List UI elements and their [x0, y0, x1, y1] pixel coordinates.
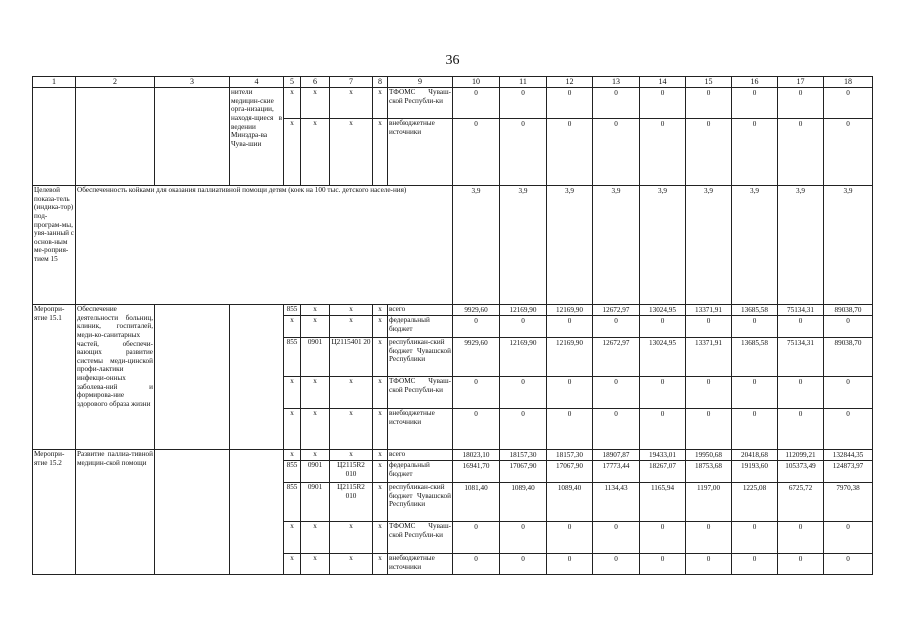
- year-value-cell: 0: [778, 377, 824, 409]
- year-value-cell: 0: [778, 316, 824, 338]
- year-value-cell: 12169,90: [547, 338, 593, 377]
- year-value-cell: 18023,10: [453, 450, 500, 461]
- funding-source-cell: республикан-ский бюджет Чувашской Республики: [388, 483, 453, 522]
- executor-cell: нители медицин-ские орга-низации, находя-щиеся в ведении Минздра-ва Чува-шии: [230, 88, 284, 186]
- year-value-cell: 0: [732, 119, 778, 186]
- year-value-cell: 0: [500, 377, 547, 409]
- kbk-expense-cell: x: [373, 377, 388, 409]
- year-value-cell: 0: [547, 316, 593, 338]
- funding-source-cell: федеральный бюджет: [388, 461, 453, 483]
- kbk-target-cell: Ц2115R2 010: [330, 483, 373, 522]
- year-value-cell: 0: [593, 554, 640, 575]
- year-value-cell: 0: [778, 522, 824, 554]
- year-value-cell: 0: [500, 88, 547, 119]
- year-value-cell: 17067,90: [547, 461, 593, 483]
- year-value-cell: 1134,43: [593, 483, 640, 522]
- kbk-section-cell: x: [301, 377, 330, 409]
- kbk-section-cell: x: [301, 409, 330, 450]
- year-value-cell: 0: [824, 88, 873, 119]
- year-value-cell: 1165,94: [640, 483, 686, 522]
- column-header: 12: [547, 77, 593, 88]
- responsible-cell: [155, 450, 230, 575]
- year-value-cell: 0: [547, 88, 593, 119]
- year-value-cell: 0: [686, 119, 732, 186]
- kbk-grbs-cell: x: [284, 316, 301, 338]
- kbk-grbs-cell: x: [284, 554, 301, 575]
- kbk-expense-cell: x: [373, 461, 388, 483]
- kbk-expense-cell: x: [373, 88, 388, 119]
- year-value-cell: 0: [640, 554, 686, 575]
- year-value-cell: 12169,90: [547, 305, 593, 316]
- year-value-cell: 13685,58: [732, 338, 778, 377]
- year-value-cell: 0: [778, 554, 824, 575]
- event-label-cell: Меропри-ятие 15.1: [33, 305, 76, 450]
- year-value-cell: 9929,60: [453, 338, 500, 377]
- event-label-cell: [33, 88, 76, 186]
- year-value-cell: 0: [500, 119, 547, 186]
- kbk-target-cell: Ц2115R2 010: [330, 461, 373, 483]
- year-value-cell: 19433,01: [640, 450, 686, 461]
- year-value-cell: 0: [824, 409, 873, 450]
- kbk-target-cell: x: [330, 377, 373, 409]
- year-value-cell: 1081,40: [453, 483, 500, 522]
- kbk-section-cell: x: [301, 522, 330, 554]
- year-value-cell: 0: [778, 88, 824, 119]
- year-value-cell: 13024,95: [640, 305, 686, 316]
- year-value-cell: 0: [824, 119, 873, 186]
- year-value-cell: 0: [547, 409, 593, 450]
- year-value-cell: 1197,00: [686, 483, 732, 522]
- year-value-cell: 19193,60: [732, 461, 778, 483]
- year-value-cell: 132844,35: [824, 450, 873, 461]
- year-value-cell: 18157,30: [500, 450, 547, 461]
- kbk-expense-cell: x: [373, 450, 388, 461]
- year-value-cell: 13024,95: [640, 338, 686, 377]
- table-row: [33, 305, 873, 316]
- column-header: 11: [500, 77, 547, 88]
- event-desc-cell: [76, 88, 155, 186]
- kbk-target-cell: x: [330, 316, 373, 338]
- kbk-expense-cell: x: [373, 554, 388, 575]
- kbk-section-cell: 0901: [301, 461, 330, 483]
- event-label-cell: Меропри-ятие 15.2: [33, 450, 76, 575]
- column-header: 15: [686, 77, 732, 88]
- year-value-cell: 0: [686, 377, 732, 409]
- kbk-section-cell: x: [301, 305, 330, 316]
- year-value-cell: 0: [732, 554, 778, 575]
- year-value-cell: 0: [547, 377, 593, 409]
- year-value-cell: 18157,30: [547, 450, 593, 461]
- year-value-cell: 1089,40: [500, 483, 547, 522]
- kbk-expense-cell: x: [373, 338, 388, 377]
- year-value-cell: 0: [732, 377, 778, 409]
- kbk-grbs-cell: x: [284, 88, 301, 119]
- year-value-cell: 12169,90: [500, 305, 547, 316]
- year-value-cell: 0: [824, 316, 873, 338]
- year-value-cell: 9929,60: [453, 305, 500, 316]
- year-value-cell: 13371,91: [686, 305, 732, 316]
- year-value-cell: 0: [593, 119, 640, 186]
- kbk-grbs-cell: 855: [284, 338, 301, 377]
- target-value-cell: 3,9: [732, 186, 778, 305]
- year-value-cell: 13371,91: [686, 338, 732, 377]
- year-value-cell: 0: [453, 88, 500, 119]
- kbk-expense-cell: x: [373, 409, 388, 450]
- funding-source-cell: ТФОМС Чуваш-ской Республи-ки: [388, 522, 453, 554]
- year-value-cell: 75134,31: [778, 338, 824, 377]
- year-value-cell: 0: [640, 522, 686, 554]
- kbk-grbs-cell: x: [284, 377, 301, 409]
- column-header: 5: [284, 77, 301, 88]
- column-header: 10: [453, 77, 500, 88]
- column-header: 6: [301, 77, 330, 88]
- page-number: 36: [445, 53, 460, 68]
- column-header: 3: [155, 77, 230, 88]
- year-value-cell: 0: [732, 409, 778, 450]
- target-value-cell: 3,9: [547, 186, 593, 305]
- year-value-cell: 0: [500, 554, 547, 575]
- kbk-target-cell: x: [330, 554, 373, 575]
- year-value-cell: 0: [686, 522, 732, 554]
- year-value-cell: 0: [686, 88, 732, 119]
- year-value-cell: 0: [732, 88, 778, 119]
- year-value-cell: 0: [824, 554, 873, 575]
- year-value-cell: 0: [453, 377, 500, 409]
- year-value-cell: 89038,70: [824, 338, 873, 377]
- target-value-cell: 3,9: [778, 186, 824, 305]
- column-header: 1: [33, 77, 76, 88]
- target-value-cell: 3,9: [593, 186, 640, 305]
- year-value-cell: 0: [824, 377, 873, 409]
- year-value-cell: 16941,70: [453, 461, 500, 483]
- year-value-cell: 112099,21: [778, 450, 824, 461]
- kbk-grbs-cell: x: [284, 450, 301, 461]
- year-value-cell: 0: [593, 88, 640, 119]
- kbk-grbs-cell: 855: [284, 483, 301, 522]
- kbk-grbs-cell: 855: [284, 305, 301, 316]
- target-value-cell: 3,9: [824, 186, 873, 305]
- responsible-cell: [155, 305, 230, 450]
- kbk-expense-cell: x: [373, 305, 388, 316]
- kbk-target-cell: x: [330, 522, 373, 554]
- kbk-section-cell: x: [301, 88, 330, 119]
- kbk-target-cell: x: [330, 119, 373, 186]
- year-value-cell: 0: [500, 316, 547, 338]
- kbk-expense-cell: x: [373, 119, 388, 186]
- year-value-cell: 18267,07: [640, 461, 686, 483]
- target-value-cell: 3,9: [640, 186, 686, 305]
- year-value-cell: 0: [640, 409, 686, 450]
- funding-source-cell: всего: [388, 450, 453, 461]
- year-value-cell: 0: [778, 119, 824, 186]
- column-header: 13: [593, 77, 640, 88]
- year-value-cell: 6725,72: [778, 483, 824, 522]
- kbk-expense-cell: x: [373, 483, 388, 522]
- kbk-expense-cell: x: [373, 316, 388, 338]
- year-value-cell: 20418,68: [732, 450, 778, 461]
- responsible-cell: [155, 88, 230, 186]
- funding-source-cell: ТФОМС Чуваш-ской Республи-ки: [388, 88, 453, 119]
- year-value-cell: 0: [547, 554, 593, 575]
- target-value-cell: 3,9: [686, 186, 732, 305]
- year-value-cell: 0: [453, 554, 500, 575]
- funding-source-cell: внебюджетные источники: [388, 409, 453, 450]
- year-value-cell: 0: [686, 409, 732, 450]
- table-row: [33, 450, 873, 461]
- year-value-cell: 0: [640, 88, 686, 119]
- kbk-section-cell: 0901: [301, 338, 330, 377]
- funding-source-cell: внебюджетные источники: [388, 554, 453, 575]
- year-value-cell: 12672,97: [593, 305, 640, 316]
- target-label-cell: Целевой показа-тель (индика-тор) под-програм-мы, увя-занный с основ-ным ме-роприя-тием 15: [33, 186, 76, 305]
- kbk-target-cell: Ц2115401 20: [330, 338, 373, 377]
- column-header: 7: [330, 77, 373, 88]
- kbk-grbs-cell: x: [284, 522, 301, 554]
- column-header: 16: [732, 77, 778, 88]
- column-header: 18: [824, 77, 873, 88]
- year-value-cell: 0: [686, 554, 732, 575]
- column-header: 14: [640, 77, 686, 88]
- executor-cell: [230, 305, 284, 450]
- kbk-section-cell: x: [301, 316, 330, 338]
- kbk-target-cell: x: [330, 88, 373, 119]
- year-value-cell: 89038,70: [824, 305, 873, 316]
- target-description-cell: Обеспеченность койками для оказания паллиативной помощи детям (коек на 100 тыс. детского населе-ния): [76, 186, 453, 305]
- year-value-cell: 0: [593, 409, 640, 450]
- year-value-cell: 0: [453, 522, 500, 554]
- kbk-grbs-cell: 855: [284, 461, 301, 483]
- year-value-cell: 0: [453, 316, 500, 338]
- column-header: 8: [373, 77, 388, 88]
- year-value-cell: 12672,97: [593, 338, 640, 377]
- year-value-cell: 18753,68: [686, 461, 732, 483]
- year-value-cell: 0: [640, 119, 686, 186]
- year-value-cell: 0: [593, 377, 640, 409]
- kbk-expense-cell: x: [373, 522, 388, 554]
- year-value-cell: 0: [640, 377, 686, 409]
- kbk-grbs-cell: x: [284, 119, 301, 186]
- year-value-cell: 0: [593, 316, 640, 338]
- year-value-cell: 0: [547, 119, 593, 186]
- year-value-cell: 0: [732, 316, 778, 338]
- target-value-cell: 3,9: [500, 186, 547, 305]
- year-value-cell: 0: [547, 522, 593, 554]
- year-value-cell: 1225,08: [732, 483, 778, 522]
- year-value-cell: 124873,97: [824, 461, 873, 483]
- year-value-cell: 0: [500, 522, 547, 554]
- event-desc-cell: Обеспечение деятельности больниц, клиник, госпиталей, меди-ко-санитарных частей, обеспечи-вающих развитие системы меди-цинской профи-лактики инфекци-онных заболева-ний и формирова-ние здорового образа жизни: [76, 305, 155, 450]
- year-value-cell: 0: [453, 409, 500, 450]
- executor-cell: [230, 450, 284, 575]
- year-value-cell: 0: [593, 522, 640, 554]
- year-value-cell: 17773,44: [593, 461, 640, 483]
- year-value-cell: 1089,40: [547, 483, 593, 522]
- kbk-section-cell: x: [301, 554, 330, 575]
- kbk-target-cell: x: [330, 305, 373, 316]
- year-value-cell: 0: [732, 522, 778, 554]
- header-row: [33, 77, 873, 88]
- year-value-cell: 0: [453, 119, 500, 186]
- year-value-cell: 105373,49: [778, 461, 824, 483]
- funding-source-cell: федеральный бюджет: [388, 316, 453, 338]
- budget-table: [32, 76, 873, 575]
- event-desc-cell: Развитие паллиа-тивной медицин-ской помощи: [76, 450, 155, 575]
- year-value-cell: 13685,58: [732, 305, 778, 316]
- kbk-section-cell: 0901: [301, 483, 330, 522]
- funding-source-cell: ТФОМС Чуваш-ской Республи-ки: [388, 377, 453, 409]
- year-value-cell: 0: [824, 522, 873, 554]
- funding-source-cell: всего: [388, 305, 453, 316]
- funding-source-cell: республикан-ский бюджет Чувашской Республики: [388, 338, 453, 377]
- target-indicator-row: [33, 186, 873, 305]
- year-value-cell: 12169,90: [500, 338, 547, 377]
- kbk-target-cell: x: [330, 409, 373, 450]
- kbk-section-cell: x: [301, 450, 330, 461]
- kbk-section-cell: x: [301, 119, 330, 186]
- year-value-cell: 7970,38: [824, 483, 873, 522]
- year-value-cell: 19950,68: [686, 450, 732, 461]
- year-value-cell: 0: [778, 409, 824, 450]
- table-row: [33, 88, 873, 119]
- column-header: 4: [230, 77, 284, 88]
- year-value-cell: 0: [500, 409, 547, 450]
- kbk-grbs-cell: x: [284, 409, 301, 450]
- target-value-cell: 3,9: [453, 186, 500, 305]
- kbk-target-cell: x: [330, 450, 373, 461]
- year-value-cell: 0: [686, 316, 732, 338]
- column-header: 9: [388, 77, 453, 88]
- funding-source-cell: внебюджетные источники: [388, 119, 453, 186]
- year-value-cell: 75134,31: [778, 305, 824, 316]
- column-header: 17: [778, 77, 824, 88]
- year-value-cell: 17067,90: [500, 461, 547, 483]
- column-header: 2: [76, 77, 155, 88]
- year-value-cell: 18907,87: [593, 450, 640, 461]
- year-value-cell: 0: [640, 316, 686, 338]
